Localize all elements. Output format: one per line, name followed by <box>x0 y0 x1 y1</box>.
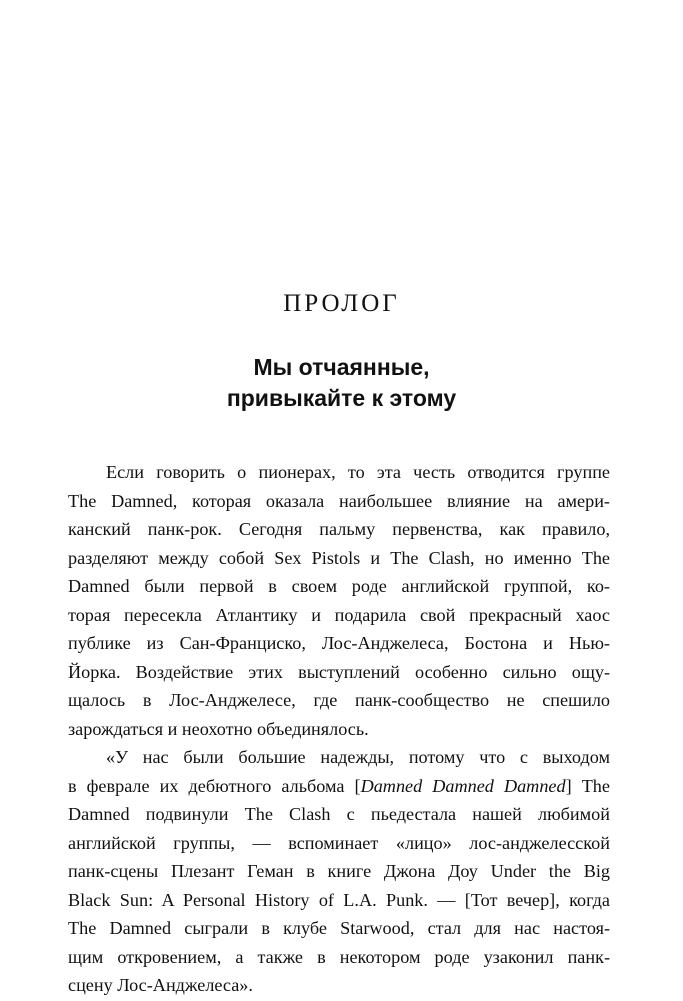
text-run: ] The <box>565 775 610 796</box>
text-line: Если говорить о пионерах, то эта честь отводится группе <box>106 462 610 482</box>
body-text <box>68 458 610 1000</box>
text-line <box>68 772 610 801</box>
album-title: Damned Damned Damned <box>360 775 566 796</box>
text-line: торая пересекла Атлантику и подарила свой прекрасный хаос <box>68 604 610 625</box>
text-line: Damned подвинули The Clash с пьедестала нашей любимой <box>68 804 610 824</box>
text-line: The Damned, которая оказала наибольшее влияние на амери- <box>68 490 610 511</box>
chapter-title <box>0 352 683 414</box>
chapter-title-line: Мы отчаянные, <box>253 354 430 380</box>
text-line: Black Sun: A Personal History of L.A. Punk. — [Тот вечер], когда <box>68 889 610 910</box>
text-line: The Damned сыграли в клубе Starwood, стал для нас настоя- <box>68 918 610 938</box>
text-line: разделяют между собой Sex Pistols и The Clash, но именно The <box>68 547 610 568</box>
text-line: щим откровением, а также в некотором роде узаконил панк- <box>68 946 610 967</box>
text-line: зарождаться и неохотно объединялось. <box>68 718 369 739</box>
chapter-title-line: привыкайте к этому <box>226 385 457 411</box>
text-line: сцену Лос-Анджелеса». <box>68 975 253 995</box>
chapter-label: ПРОЛОГ <box>283 290 400 317</box>
text-line: английской группы, — вспоминает «лицо» лос-анджелесской <box>68 832 610 853</box>
text-line: Йорка. Воздействие этих выступлений особенно сильно ощу- <box>68 661 610 682</box>
paragraph <box>68 743 610 1000</box>
text-line: щалось в Лос-Анджелесе, где панк-сообщество не спешило <box>68 690 610 710</box>
text-line: Damned были первой в своем роде английской группой, ко- <box>68 576 610 596</box>
paragraph <box>68 458 610 743</box>
text-line: публике из Сан-Франциско, Лос-Анджелеса, Бостона и Нью- <box>68 633 610 653</box>
text-line: «У нас были большие надежды, потому что с выходом <box>106 747 610 767</box>
text-run: в феврале их дебютного альбома [ <box>68 775 361 796</box>
text-line: канский панк-рок. Сегодня пальму первенства, как правило, <box>68 519 610 539</box>
text-line: панк-сцены Плезант Геман в книге Джона Доу Under the Big <box>68 861 610 881</box>
